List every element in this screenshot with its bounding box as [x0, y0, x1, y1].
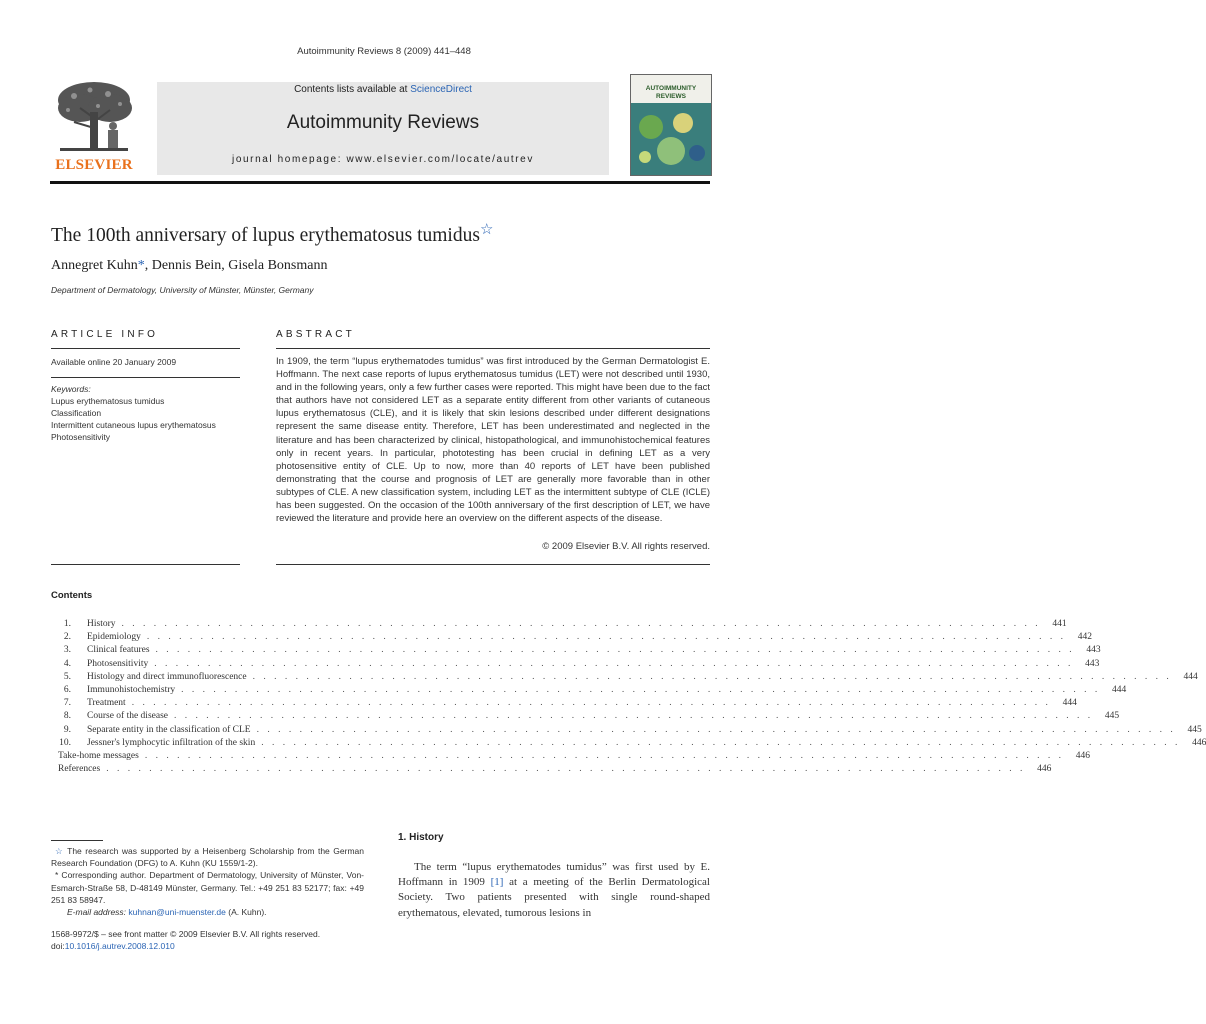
toc-title: Clinical features — [87, 645, 150, 656]
doi-link[interactable]: 10.1016/j.autrev.2008.12.010 — [64, 941, 175, 952]
toc-title: Photosensitivity — [87, 658, 149, 669]
toc-title: Separate entity in the classification of CLE — [87, 724, 251, 735]
cover-title — [631, 85, 711, 100]
email-link[interactable]: kuhnan@uni-muenster.de — [128, 907, 226, 918]
toc-number: 8. — [63, 711, 71, 722]
footnote-star-icon: ☆ — [55, 846, 64, 856]
footnotes — [51, 845, 364, 918]
contents-available-line — [157, 84, 609, 95]
history-paragraph — [398, 860, 710, 921]
toc-page: 443 — [1085, 658, 1100, 669]
article-title — [51, 220, 493, 247]
history-text-end: at a meeting of the Berlin Dermatological Society. Two patients presented with single round-shaped erythematous, elevated, tumorous lesions in — [398, 876, 710, 919]
keyword-item: Photosensitivity — [51, 432, 111, 442]
author-rest: , Dennis Bein, Gisela Bonsmann — [144, 258, 328, 273]
table-of-contents — [51, 618, 1206, 776]
toc-leader: . . . . . . . . . . . . . . . . . . . . . . . . . . . . . . . . . . . . . . . . . . . . . . . . . . . . . . . . . . . . . . . . . . . . . . . . . . . . . . . . . . . . . . — [256, 724, 1176, 735]
footnote-funding — [51, 845, 364, 869]
toc-page: 445 — [1187, 724, 1202, 735]
toc-leader: . . . . . . . . . . . . . . . . . . . . . . . . . . . . . . . . . . . . . . . . . . . . . . . . . . . . . . . . . . . . . . . . . . . . . . . . . . . . . . . . . . . . . . — [144, 750, 1064, 761]
keyword-item: Lupus erythematosus tumidus — [51, 396, 165, 406]
toc-number: 9. — [63, 724, 71, 735]
toc-leader: . . . . . . . . . . . . . . . . . . . . . . . . . . . . . . . . . . . . . . . . . . . . . . . . . . . . . . . . . . . . . . . . . . . . . . . . . . . . . . . . . . . . . . — [252, 671, 1172, 682]
toc-number: 2. — [63, 632, 71, 643]
toc-page: 444 — [1112, 684, 1127, 695]
toc-page: 441 — [1052, 619, 1067, 629]
history-text-start: The term “lupus erythematodes tumidus” was first used by E. Hoffmann in 1909 — [398, 861, 710, 889]
toc-page: 445 — [1104, 711, 1120, 722]
toc-row[interactable] — [51, 658, 1100, 671]
abstract-text: In 1909, the term “lupus erythematodes tumidus” was first introduced by the German Dermatologist E. Hoffmann. The next case reports of lupus erythematosus tumidus (LET) were not described until 1930, and in the following years, only a few further cases were reported. This might have been due to the fact that authors have not considered LET as a separate entity different from other variants of cutaneous lupus erythematosus (CLE), and it is likely that skin lesions described under different designations represent the same disease entity. Therefore, LET has been underestimated and neglected in the literature and has been characterized by clinical, histopathological, and immunohistochemical features only in recent years. In particular, phototesting has been crucial in defining LET as a very photosensitive entity of CLE. Up to now, more than 40 reports of LET have been published demonstrating that the course and prognosis of LET are generally more favorable than in other subtypes of CLE. A new classification system, including LET as the intermittent subtype of CLE (ICLE) has been suggested. On the occasion of the 100th anniversary of the first description of LET, we have reviewed the literature and provide here an overview on the different aspects of the disease. — [276, 356, 710, 525]
toc-title: Jessner's lymphocytic infiltration of the skin — [87, 737, 256, 748]
toc-leader: . . . . . . . . . . . . . . . . . . . . . . . . . . . . . . . . . . . . . . . . . . . . . . . . . . . . . . . . . . . . . . . . . . . . . . . . . . . . . . . . . . . . . . — [154, 658, 1074, 669]
toc-row[interactable] — [51, 631, 1092, 644]
divider — [276, 348, 710, 349]
doi-line — [51, 940, 320, 952]
keywords-block — [51, 383, 216, 443]
toc-leader: . . . . . . . . . . . . . . . . . . . . . . . . . . . . . . . . . . . . . . . . . . . . . . . . . . . . . . . . . . . . . . . . . . . . . . . . . . . . . . . . . . . . . . — [261, 737, 1181, 748]
toc-title: References — [58, 764, 101, 775]
toc-page: 442 — [1077, 632, 1092, 643]
corresponding-author-mark[interactable]: * — [137, 258, 145, 273]
article-info-heading: ARTICLE INFO — [51, 329, 159, 340]
abstract-copyright: © 2009 Elsevier B.V. All rights reserved. — [542, 541, 710, 552]
toc-page: 446 — [1037, 764, 1052, 775]
divider — [51, 348, 240, 349]
toc-title: Epidemiology — [87, 632, 141, 643]
toc-row[interactable] — [51, 697, 1077, 710]
title-footnote-star-icon[interactable]: ☆ — [479, 222, 494, 238]
cover-title-line-2: REVIEWS — [656, 92, 686, 100]
toc-row[interactable] — [51, 618, 1067, 631]
toc-title: Take-home messages — [58, 750, 139, 761]
toc-leader: . . . . . . . . . . . . . . . . . . . . . . . . . . . . . . . . . . . . . . . . . . . . . . . . . . . . . . . . . . . . . . . . . . . . . . . . . . . . . . . . . . . . . . — [106, 764, 1026, 775]
journal-cover-image — [630, 74, 712, 176]
toc-number: 5. — [63, 671, 71, 682]
journal-name: Autoimmunity Reviews — [286, 112, 480, 133]
journal-homepage[interactable]: journal homepage: www.elsevier.com/locate/autrev — [232, 154, 534, 165]
toc-leader: . . . . . . . . . . . . . . . . . . . . . . . . . . . . . . . . . . . . . . . . . . . . . . . . . . . . . . . . . . . . . . . . . . . . . . . . . . . . . . . . . . . . . . — [131, 698, 1051, 709]
toc-row[interactable] — [51, 750, 1090, 763]
toc-title: Treatment — [87, 698, 126, 709]
toc-number: 4. — [63, 658, 71, 669]
divider — [51, 564, 240, 565]
article-title-text: The 100th anniversary of lupus erythematosus tumidus — [51, 225, 480, 246]
toc-page: 444 — [1183, 671, 1198, 682]
affiliation: Department of Dermatology, University of Münster, Münster, Germany — [51, 285, 314, 295]
toc-row[interactable] — [51, 724, 1202, 737]
footnote-email — [51, 906, 364, 918]
cover-title-line-1: AUTOIMMUNITY — [645, 85, 697, 92]
toc-number: 10. — [59, 737, 71, 748]
keyword-item: Intermittent cutaneous lupus erythematosus — [51, 420, 216, 430]
footnote-corresponding-text: Corresponding author. Department of Dermatology, University of Münster, Von-Esmarch-Straße 58, D-48149 Münster, Germany. Tel.: +49 251 83 52177; fax: +49 251 83 58947. — [51, 870, 364, 905]
toc-leader: . . . . . . . . . . . . . . . . . . . . . . . . . . . . . . . . . . . . . . . . . . . . . . . . . . . . . . . . . . . . . . . . . . . . . . . . . . . . . . . . . . . . . . — [121, 619, 1041, 629]
reference-link[interactable]: [1] — [490, 876, 504, 889]
toc-row[interactable] — [51, 763, 1052, 776]
toc-leader: . . . . . . . . . . . . . . . . . . . . . . . . . . . . . . . . . . . . . . . . . . . . . . . . . . . . . . . . . . . . . . . . . . . . . . . . . . . . . . . . . . . . . . — [174, 711, 1094, 722]
toc-page: 443 — [1086, 645, 1101, 656]
keywords-label: Keywords: — [51, 384, 91, 394]
available-online-date: Available online 20 January 2009 — [51, 357, 177, 367]
toc-number: 1. — [63, 619, 71, 629]
footnote-corresponding — [51, 869, 364, 906]
author-first: Annegret Kuhn — [51, 258, 138, 273]
toc-leader: . . . . . . . . . . . . . . . . . . . . . . . . . . . . . . . . . . . . . . . . . . . . . . . . . . . . . . . . . . . . . . . . . . . . . . . . . . . . . . . . . . . . . . — [181, 684, 1101, 695]
issn-line: 1568-9972/$ – see front matter © 2009 Elsevier B.V. All rights reserved. — [51, 929, 321, 939]
issn-block — [51, 928, 320, 952]
toc-row[interactable] — [51, 644, 1101, 657]
journal-header-box — [157, 82, 609, 175]
author-list — [51, 258, 327, 274]
toc-number: 3. — [63, 645, 71, 656]
toc-page: 446 — [1075, 750, 1090, 761]
section-heading-history: 1. History — [398, 832, 444, 843]
keyword-item: Classification — [51, 408, 102, 418]
toc-row[interactable] — [51, 710, 1120, 723]
toc-title: History — [87, 619, 116, 629]
toc-title: Histology and direct immunofluorescence — [87, 671, 247, 682]
elsevier-wordmark: ELSEVIER — [55, 157, 133, 173]
toc-title: Immunohistochemistry — [87, 684, 176, 695]
footnote-funding-text: The research was supported by a Heisenberg Scholarship from the German Research Foundation (DFG) to A. Kuhn (KU 1559/1-2). — [51, 846, 365, 869]
sciencedirect-link[interactable]: ScienceDirect — [410, 84, 472, 95]
doi-prefix: doi: — [51, 941, 65, 952]
toc-leader: . . . . . . . . . . . . . . . . . . . . . . . . . . . . . . . . . . . . . . . . . . . . . . . . . . . . . . . . . . . . . . . . . . . . . . . . . . . . . . . . . . . . . . — [155, 645, 1075, 656]
footnote-asterisk: * — [55, 870, 59, 881]
abstract-heading: ABSTRACT — [276, 329, 355, 340]
cover-art — [631, 103, 711, 175]
header-rule — [50, 181, 710, 184]
toc-page: 444 — [1062, 698, 1077, 709]
divider — [51, 377, 240, 378]
running-head: Autoimmunity Reviews 8 (2009) 441–448 — [297, 46, 471, 57]
toc-title: Course of the disease — [87, 711, 168, 722]
toc-number: 7. — [63, 698, 71, 709]
divider — [276, 564, 710, 565]
toc-row[interactable] — [51, 684, 1127, 697]
contents-heading: Contents — [51, 590, 93, 601]
toc-number: 6. — [63, 684, 71, 695]
footnote-rule — [51, 840, 103, 841]
toc-page: 446 — [1192, 737, 1206, 748]
email-label: E-mail address: — [67, 907, 129, 918]
email-suffix: (A. Kuhn). — [225, 907, 267, 918]
contents-prefix: Contents lists available at — [294, 84, 411, 95]
toc-leader: . . . . . . . . . . . . . . . . . . . . . . . . . . . . . . . . . . . . . . . . . . . . . . . . . . . . . . . . . . . . . . . . . . . . . . . . . . . . . . . . . . . . . . — [146, 632, 1066, 643]
toc-row[interactable] — [51, 737, 1206, 750]
toc-row[interactable] — [51, 671, 1198, 684]
